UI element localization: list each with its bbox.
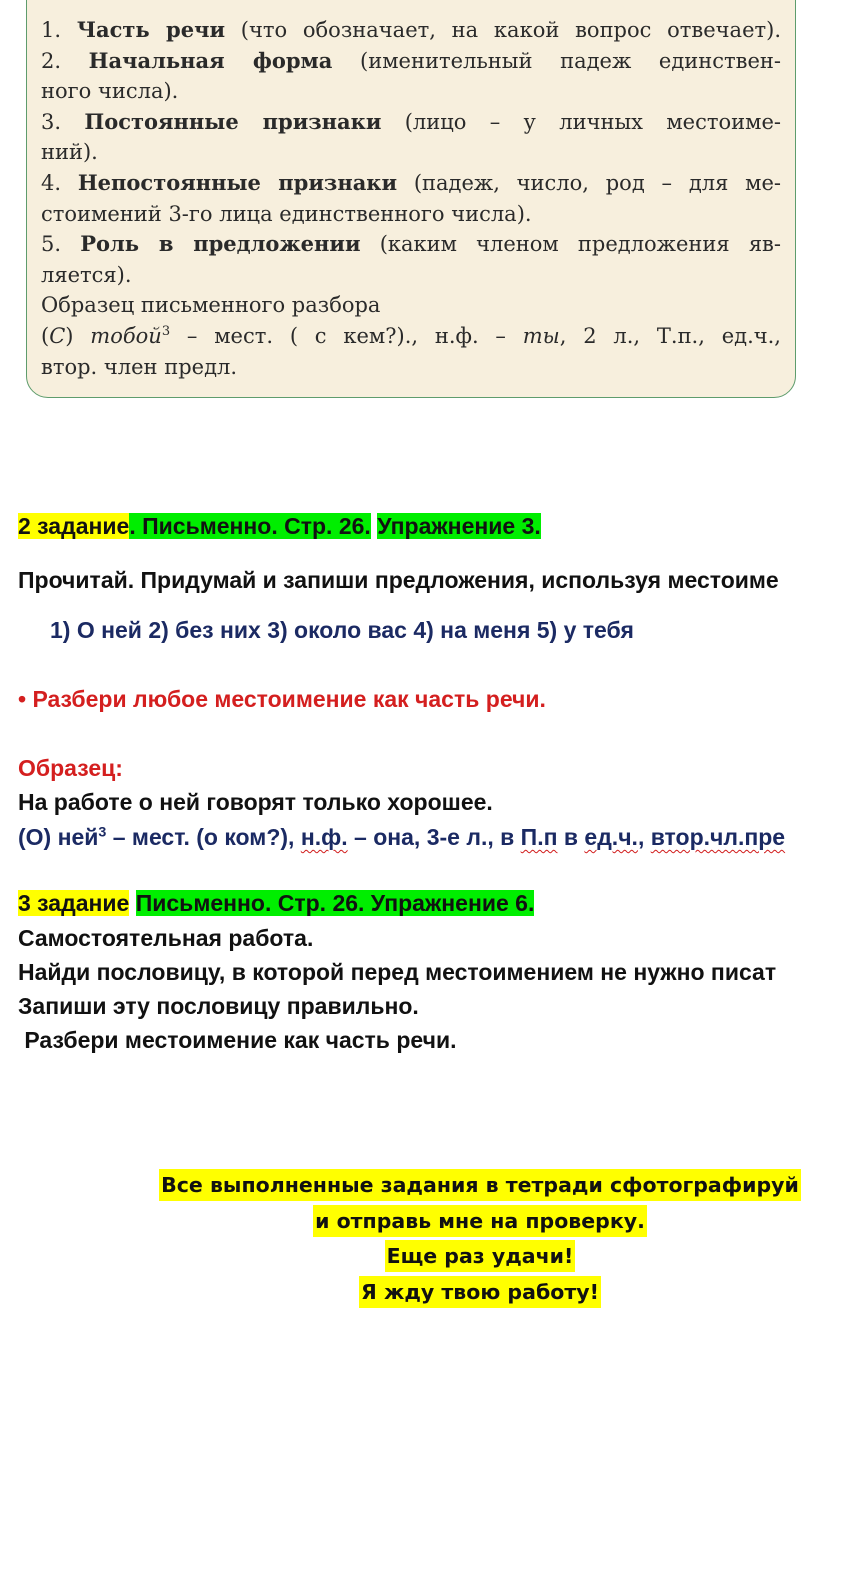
task3-line-3: Запиши эту пословицу правильно. xyxy=(18,993,419,1019)
plan-item-2-cont: ного числа). xyxy=(41,79,179,104)
plan-item-3-cont: ний). xyxy=(41,140,98,165)
task2-instruction: Прочитай. Придумай и запиши предложения, используя местоиме xyxy=(18,567,779,593)
closing-line-3: Еще раз удачи! xyxy=(385,1240,576,1272)
plan-item-2: 2. Начальная форма (именительный падеж единствен- xyxy=(41,47,781,73)
plan-item-4: 4. Непостоянные признаки (падеж, число, род – для ме- xyxy=(41,169,781,195)
sample-parse: (С) тобой$^3$ – мест. ( с кем?)., н.ф. – ты, 2 л., Т.п., ед.ч., xyxy=(41,323,781,348)
task3-heading: 3 задание Письменно. Стр. 26. Упражнение 6. xyxy=(18,890,535,916)
sample-sentence: На работе о ней говорят только хорошее. xyxy=(18,789,493,815)
closing-note xyxy=(100,1168,860,1310)
plan-item-4-cont: стоимений 3-го лица единственного числа). xyxy=(41,201,532,226)
closing-line-4: Я жду твою работу! xyxy=(359,1276,601,1308)
plan-item-5: 5. Роль в предложении (каким членом предложения яв- xyxy=(41,231,781,257)
sample-pronoun-parse: (О) ней$^3$ – мест. (о ком?), н.ф. – она, 3-е л., в П.п в ед.ч., втор.чл.пре xyxy=(18,824,786,850)
task3-line-2: Найди пословицу, в которой перед местоимением не нужно писат xyxy=(18,959,777,985)
plan-item-1: 1. Часть речи (что обозначает, на какой вопрос отвечает). xyxy=(41,17,781,42)
sample-parse-cont: втор. член предл. xyxy=(41,354,238,379)
plan-item-3: 3. Постоянные признаки (лицо – у личных местоиме- xyxy=(41,108,781,134)
task3-line-1: Самостоятельная работа. xyxy=(18,925,314,951)
closing-line-2: и отправь мне на проверку. xyxy=(313,1205,647,1237)
sample-label: Образец: xyxy=(18,755,123,781)
task2-bullet: • Разбери любое местоимение как часть речи. xyxy=(18,686,546,712)
task2-phrases: 1) О ней 2) без них 3) около вас 4) на меня 5) у тебя xyxy=(50,617,634,643)
closing-line-1: Все выполненные задания в тетради сфотографируй xyxy=(159,1169,801,1201)
task2-heading: 2 задание. Письменно. Стр. 26. Упражнение 3. xyxy=(18,513,541,539)
task3-line-4: Разбери местоимение как часть речи. xyxy=(18,1027,457,1053)
plan-item-5-cont: ляется). xyxy=(41,262,132,287)
sample-heading: Образец письменного разбора xyxy=(41,293,381,318)
textbook-parsing-plan xyxy=(26,0,796,398)
